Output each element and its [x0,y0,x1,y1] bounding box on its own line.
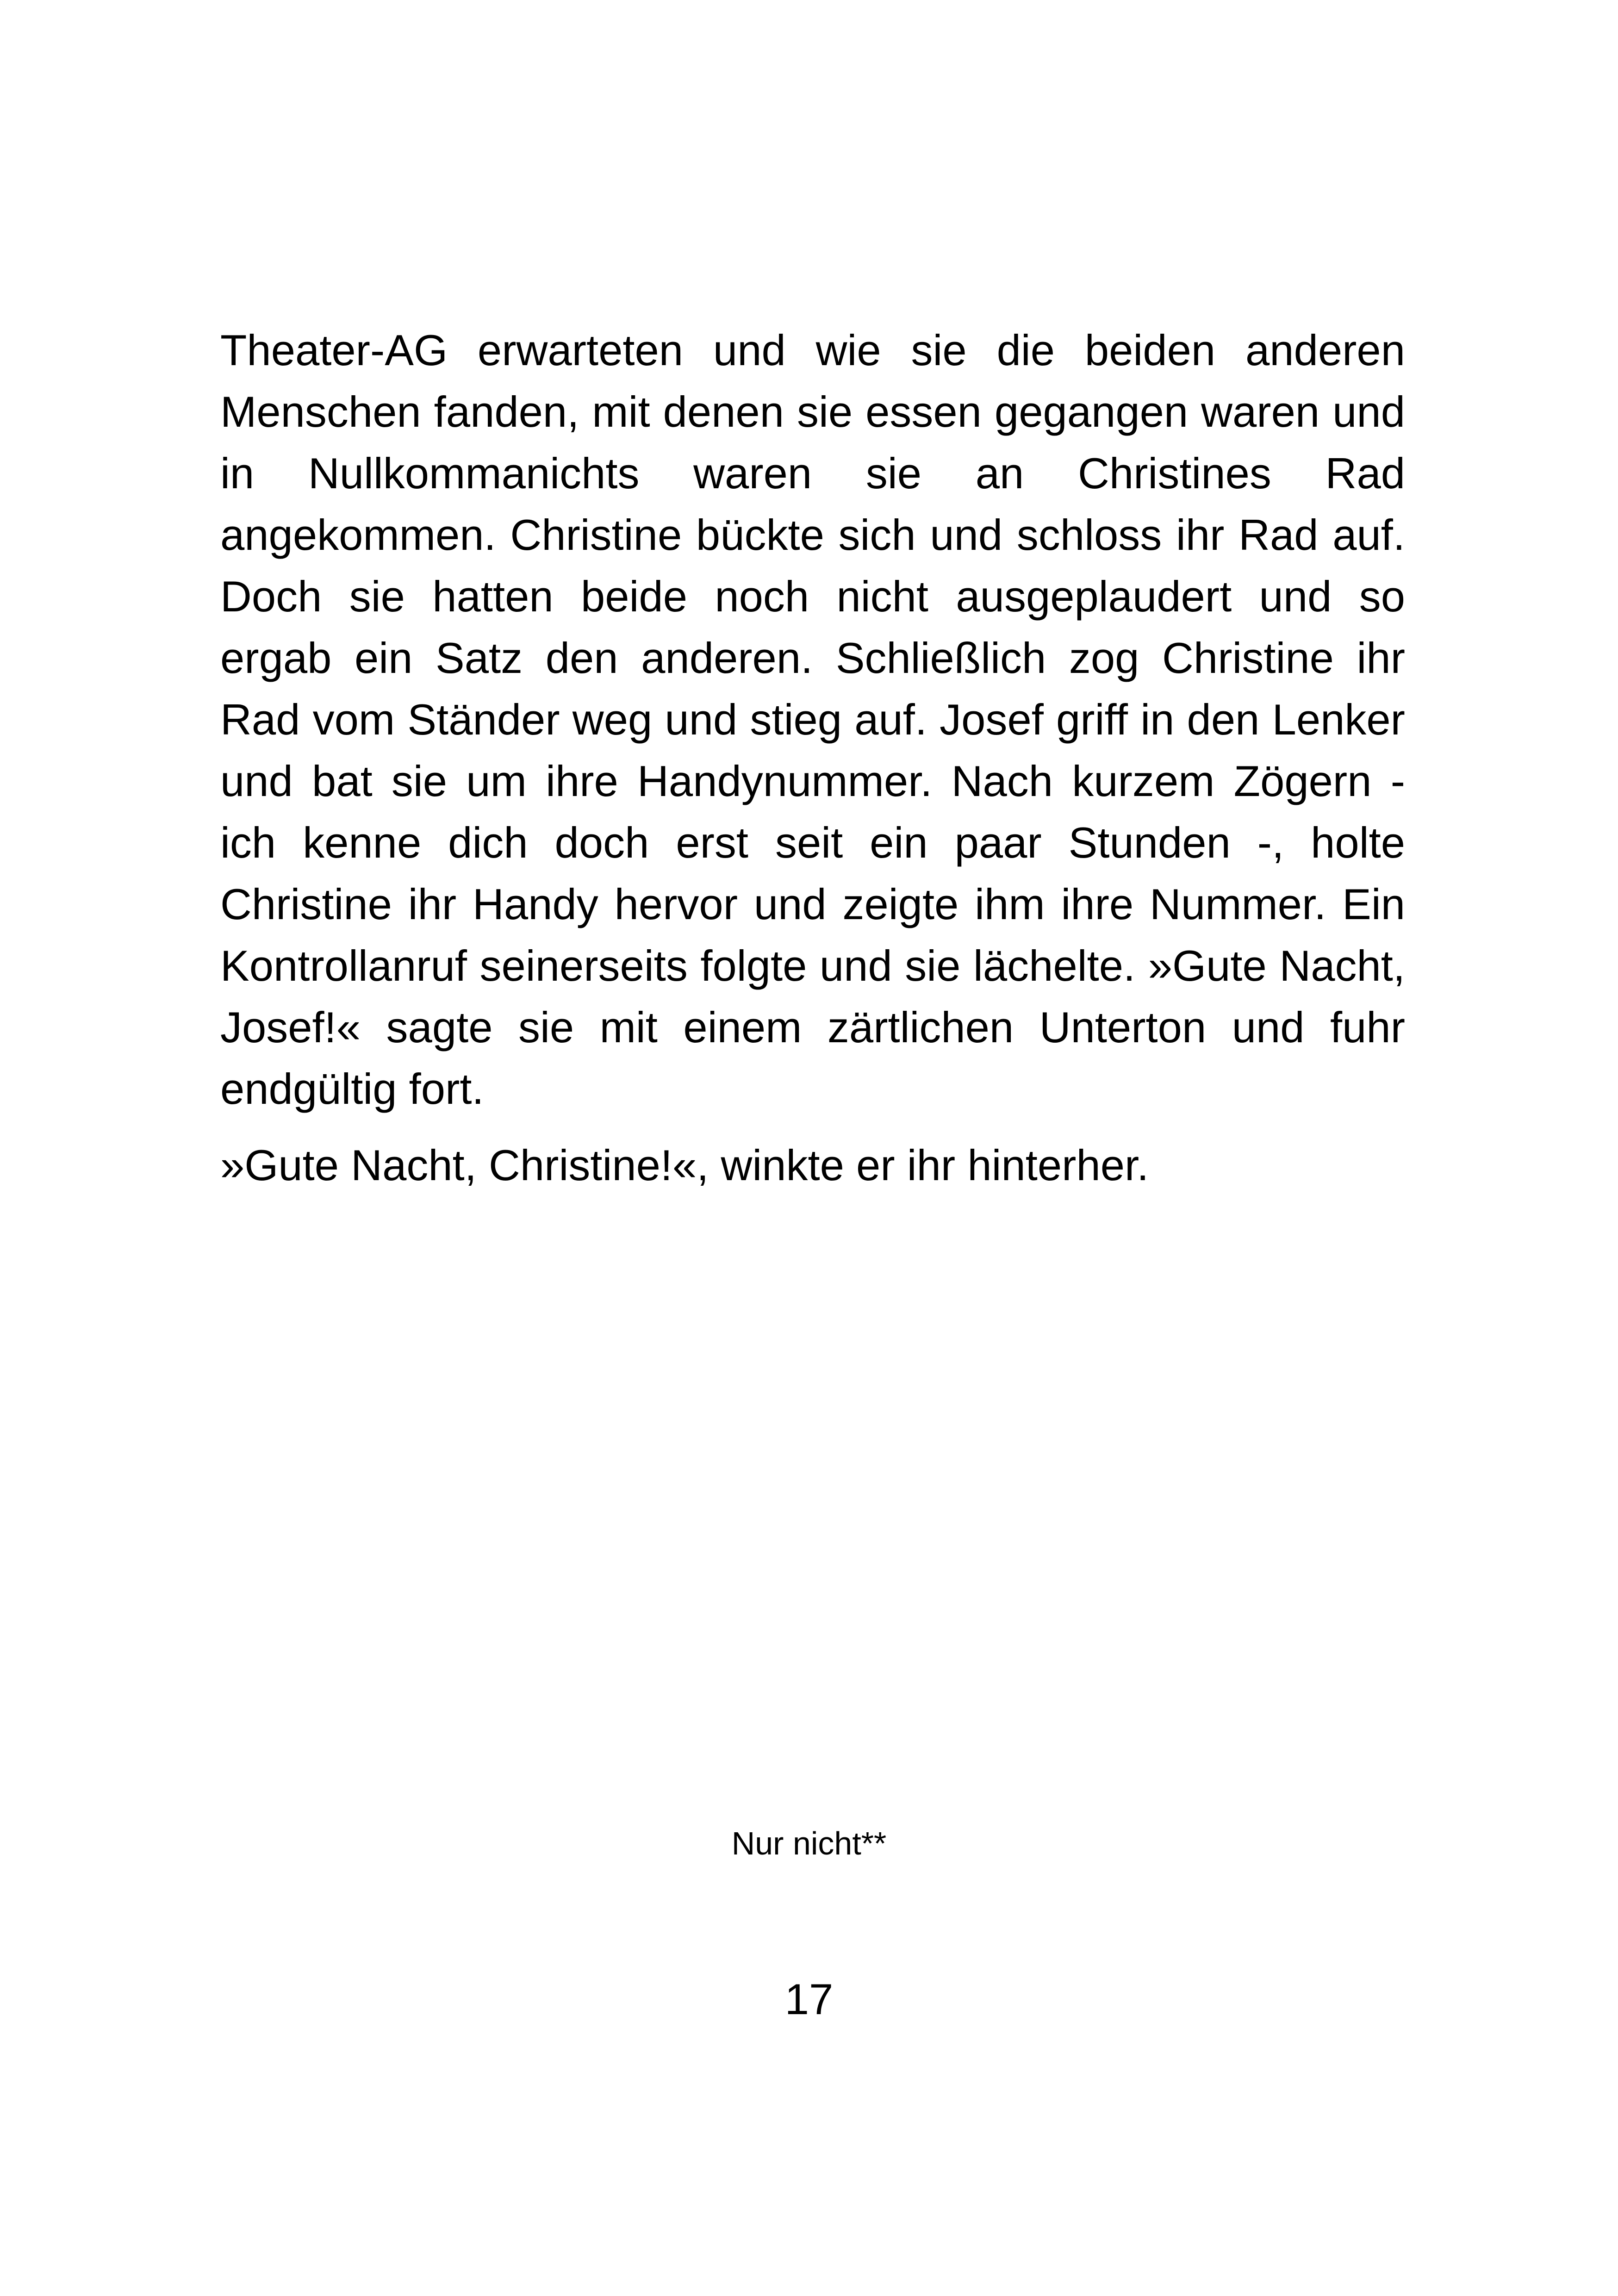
running-footer-title: Nur nicht** [731,1825,887,1861]
body-text [220,319,1405,1196]
page-number: 17 [784,1975,834,2023]
paragraph: Theater-AG erwarteten und wie sie die beiden anderen Menschen fanden, mit denen sie essen gegangen waren und in Nullkommanichts waren sie an Christines Rad angekommen. Christine bückte sich und schloss ihr Rad auf. Doch sie hatten beide noch nicht ausgeplaudert und so ergab ein Satz den anderen. Schließlich zog Christine ihr Rad vom Ständer weg und stieg auf. Josef griff in den Lenker und bat sie um ihre Handynummer. Nach kurzem Zögern - ich kenne dich doch erst seit ein paar Stunden -, holte Christine ihr Handy hervor und zeigte ihm ihre Nummer. Ein Kontrollanruf seinerseits folgte und sie lächelte. »Gute Nacht, Josef!« sagte sie mit einem zärtlichen Unterton und fuhr endgültig fort. [220,326,1405,1113]
paragraph: »Gute Nacht, Christine!«, winkte er ihr hinterher. [220,1141,1149,1189]
